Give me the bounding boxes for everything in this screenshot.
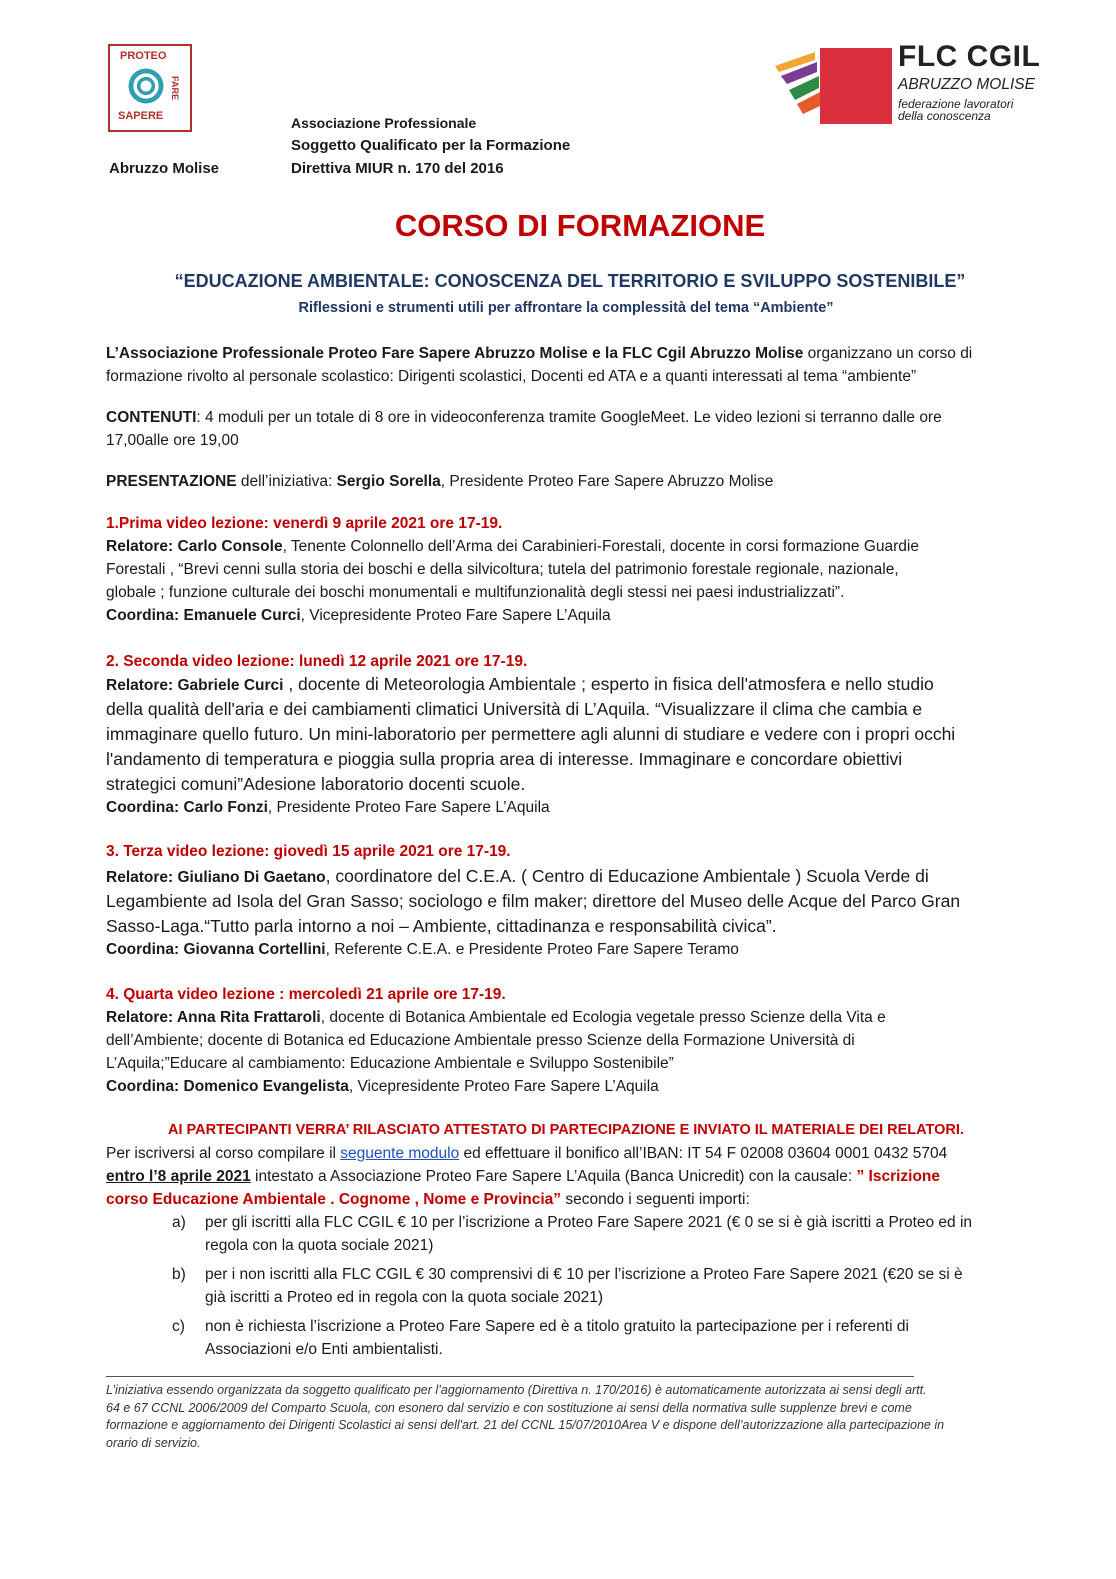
relatore-text: , docente di Meteorologia Ambientale ; esperto in fisica dell'atmosfera e nello studio (283, 674, 934, 694)
header-line3: Direttiva MIUR n. 170 del 2016 (291, 160, 504, 177)
footnote-line: formazione e aggiornamento dei Dirigenti Scolastici ai sensi dell'art. 21 del CCNL 15/07/2010Area V e dispone dell’autorizzazione alla partecipazione in (106, 1418, 945, 1432)
relatore-label: Relatore: (106, 1009, 177, 1026)
list-item-line: non è richiesta l’iscrizione a Proteo Fare Sapere ed è a titolo gratuito la partecipazione per i referenti di (205, 1318, 909, 1335)
contenuti-label: CONTENUTI (106, 409, 197, 426)
lesson-2-text: immaginare quello futuro. Un mini-laboratorio per permettere agli alunni di studiare e vedere con i propri occhi (106, 724, 956, 744)
list-item-line: regola con la quota sociale 2021) (205, 1237, 434, 1254)
flc-cgil-logo-square (820, 48, 892, 124)
coordina-label: Coordina: (106, 941, 184, 958)
list-item-line: Associazioni e/o Enti ambientalisti. (205, 1341, 443, 1358)
footnote-line: orario di servizio. (106, 1435, 201, 1450)
modulo-link[interactable]: seguente modulo (340, 1145, 460, 1162)
flc-cgil-subtitle: ABRUZZO MOLISE (898, 76, 1035, 93)
lesson-4-text: L’Aquila;”Educare al cambiamento: Educazione Ambientale e Sviluppo Sostenibile” (106, 1055, 674, 1072)
header-line2: Soggetto Qualificato per la Formazione (291, 137, 571, 154)
relatore-text: , coordinatore del C.E.A. ( Centro di Educazione Ambientale ) Scuola Verde di (325, 866, 929, 886)
lesson-3-text: Sasso-Laga.“Tutto parla intorno a noi – Ambiente, cittadinanza e responsabilità civica”. (106, 916, 777, 936)
deadline: entro l’8 aprile 2021 (106, 1168, 251, 1185)
list-item-text (205, 1211, 1017, 1257)
relatore-name: Gabriele Curci (177, 677, 284, 694)
lesson-2-text: della qualità dell'aria e dei cambiamenti climatici Università di L’Aquila. “Visualizzare il clima che cambia e (106, 699, 923, 719)
list-item-text (205, 1263, 1017, 1309)
lesson-4-relatore (106, 1006, 886, 1029)
lesson-3-coordina (106, 938, 739, 961)
footnote-line: 64 e 67 CCNL 2006/2009 del Comparto Scuola, con esonero dal servizio e con sostituzione ai sensi della normativa sulle supplenze brevi e come (106, 1400, 912, 1415)
attestato-notice: AI PARTECIPANTI VERRA’ RILASCIATO ATTESTATO DI PARTECIPAZIONE E INVIATO IL MATERIALE DEI RELATORI. (168, 1122, 964, 1138)
coordina-text: , Referente C.E.A. e Presidente Proteo Fare Sapere Teramo (325, 941, 739, 958)
lesson-1-coordina (106, 604, 611, 627)
flc-fed-line1: federazione lavoratori (898, 97, 1014, 111)
iscrizione-intro: Per iscriversi al corso compilare il (106, 1145, 341, 1162)
footnote-divider (106, 1376, 914, 1377)
relatore-text: , docente di Botanica Ambientale ed Ecologia vegetale presso Scienze della Vita e (320, 1009, 886, 1026)
causale-end: corso Educazione Ambientale . Cognome , Nome e Provincia” (106, 1191, 562, 1208)
lesson-2-text: l'andamento di temperatura e pioggia sulla propria area di interesse. Immaginare e concordare obiettivi (106, 749, 903, 769)
relatore-label: Relatore: (106, 538, 178, 555)
relatore-text: , Tenente Colonnello dell’Arma dei Carabinieri-Forestali, docente in corsi formazione Guardie (282, 538, 919, 555)
list-marker: b) (172, 1266, 186, 1283)
lesson-4-coordina (106, 1075, 659, 1098)
presentazione (106, 470, 773, 493)
logo-text-bottom: SAPERE (118, 110, 164, 122)
contenuti-line2: 17,00alle ore 19,00 (106, 432, 239, 449)
flc-cgil-federation (898, 98, 1013, 122)
lesson-2-relatore (106, 672, 934, 698)
lesson-1-text: globale ; funzione culturale dei boschi monumentali e multifunzionalità degli stessi nei paesi industrializzati”. (106, 584, 845, 601)
logo-text-right: FARE (170, 76, 180, 101)
intro-line1 (106, 342, 1046, 365)
intro-line2: formazione rivolto al personale scolastico: Dirigenti scolastici, Docenti ed ATA e a quanti interessati al tema “ambiente” (106, 368, 917, 385)
relatore-name: Giuliano Di Gaetano (177, 869, 326, 886)
list-marker: a) (172, 1214, 186, 1231)
coordina-name: Domenico Evangelista (183, 1078, 349, 1095)
lesson-4-text: dell’Ambiente; docente di Botanica ed Educazione Ambientale presso Scienze della Formazione Università di (106, 1032, 855, 1049)
lesson-1-heading: 1.Prima video lezione: venerdì 9 aprile 2021 ore 17-19. (106, 515, 503, 532)
list-item-text (205, 1315, 1017, 1361)
relatore-label: Relatore: (106, 677, 178, 694)
logo-text-top: PROTEO (120, 50, 167, 62)
coordina-label: Coordina: (106, 799, 184, 816)
contenuti-text: : 4 moduli per un totale di 8 ore in videoconferenza tramite GoogleMeet. Le video lezioni si terranno dalle ore (196, 409, 942, 426)
list-item-line: per i non iscritti alla FLC CGIL € 30 comprensivi di € 10 per l’iscrizione a Proteo Fare Sapere 2021 (€20 se si è (205, 1266, 963, 1283)
lesson-4-heading: 4. Quarta video lezione : mercoledì 21 aprile ore 17-19. (106, 986, 506, 1003)
intro-organizers: L’Associazione Professionale Proteo Fare Sapere Abruzzo Molise e la FLC Cgil Abruzzo Molise (106, 345, 804, 362)
iscrizione-line2 (106, 1165, 940, 1188)
lesson-2-heading: 2. Seconda video lezione: lunedì 12 aprile 2021 ore 17-19. (106, 653, 528, 670)
presentazione-mid: dell’iniziativa: (236, 473, 337, 490)
coordina-name: Carlo Fonzi (183, 799, 268, 816)
iban-text: ed effettuare il bonifico all’IBAN: IT 54 F 02008 03604 0001 0432 5704 (459, 1145, 948, 1162)
relatore-name: Anna Rita Frattaroli (176, 1009, 321, 1026)
course-subtitle: “EDUCAZIONE AMBIENTALE: CONOSCENZA DEL TERRITORIO E SVILUPPO SOSTENIBILE” (174, 271, 966, 291)
list-item-line: per gli iscritti alla FLC CGIL € 10 per l’iscrizione a Proteo Fare Sapere 2021 (€ 0 se si è già iscritti a Proteo ed in (205, 1214, 973, 1231)
page-title: CORSO DI FORMAZIONE (394, 208, 766, 243)
header-left-label: Abruzzo Molise (109, 160, 220, 177)
footnote-line: L’iniziativa essendo organizzata da soggetto qualificato per l’aggiornamento (Direttiva n. 170/2016) è automaticamente autorizzata ai sensi degli artt. (106, 1383, 927, 1397)
course-tagline: Riflessioni e strumenti utili per affrontare la complessità del tema “Ambiente” (298, 300, 834, 316)
header-line1: Associazione Professionale (291, 115, 477, 131)
coordina-label: Coordina: (106, 607, 184, 624)
flc-fed-line2: della conoscenza (898, 109, 991, 123)
list-item-line: già iscritti a Proteo ed in regola con la quota sociale 2021) (205, 1289, 604, 1306)
contenuti-line1 (106, 406, 942, 429)
lesson-3-text: Legambiente ad Isola del Gran Sasso; sociologo e film maker; direttore del Museo delle Acque del Parco Gran (106, 891, 961, 911)
lesson-2-coordina (106, 796, 550, 819)
swirl-icon (124, 66, 168, 106)
coordina-name: Emanuele Curci (183, 607, 301, 624)
iscrizione-line3 (106, 1188, 750, 1211)
lesson-1-relatore (106, 535, 919, 558)
presentazione-name: Sergio Sorella (336, 473, 441, 490)
proteo-fare-sapere-logo (108, 44, 192, 132)
iscrizione-line1 (106, 1142, 947, 1165)
coordina-text: , Vicepresidente Proteo Fare Sapere L’Aquila (300, 607, 611, 624)
presentazione-label: PRESENTAZIONE (106, 473, 237, 490)
causale-start: ” Iscrizione (856, 1168, 941, 1185)
coordina-label: Coordina: (106, 1078, 184, 1095)
footnote (106, 1382, 1016, 1452)
presentazione-rest: , Presidente Proteo Fare Sapere Abruzzo Molise (440, 473, 774, 490)
lesson-1-text: Forestali , “Brevi cenni sulla storia dei boschi e della silvicoltura; tutela del patrimonio forestale regionale, nazionale, (106, 561, 899, 578)
coordina-name: Giovanna Cortellini (183, 941, 326, 958)
flc-cgil-title: FLC CGIL (898, 40, 1041, 73)
intro-line1-rest: organizzano un corso di (803, 345, 973, 362)
coordina-text: , Presidente Proteo Fare Sapere L’Aquila (267, 799, 550, 816)
lesson-3-heading: 3. Terza video lezione: giovedì 15 aprile 2021 ore 17-19. (106, 843, 511, 860)
list-marker: c) (172, 1318, 185, 1335)
importi-intro: secondo i seguenti importi: (561, 1191, 750, 1208)
coordina-text: , Vicepresidente Proteo Fare Sapere L’Aquila (348, 1078, 659, 1095)
lesson-3-relatore (106, 864, 929, 890)
lesson-2-text: strategici comuni”Adesione laboratorio docenti scuole. (106, 774, 526, 794)
relatore-name: Carlo Console (177, 538, 283, 555)
relatore-label: Relatore: (106, 869, 178, 886)
intestatario-text: intestato a Associazione Proteo Fare Sapere L’Aquila (Banca Unicredit) con la causale: (250, 1168, 857, 1185)
